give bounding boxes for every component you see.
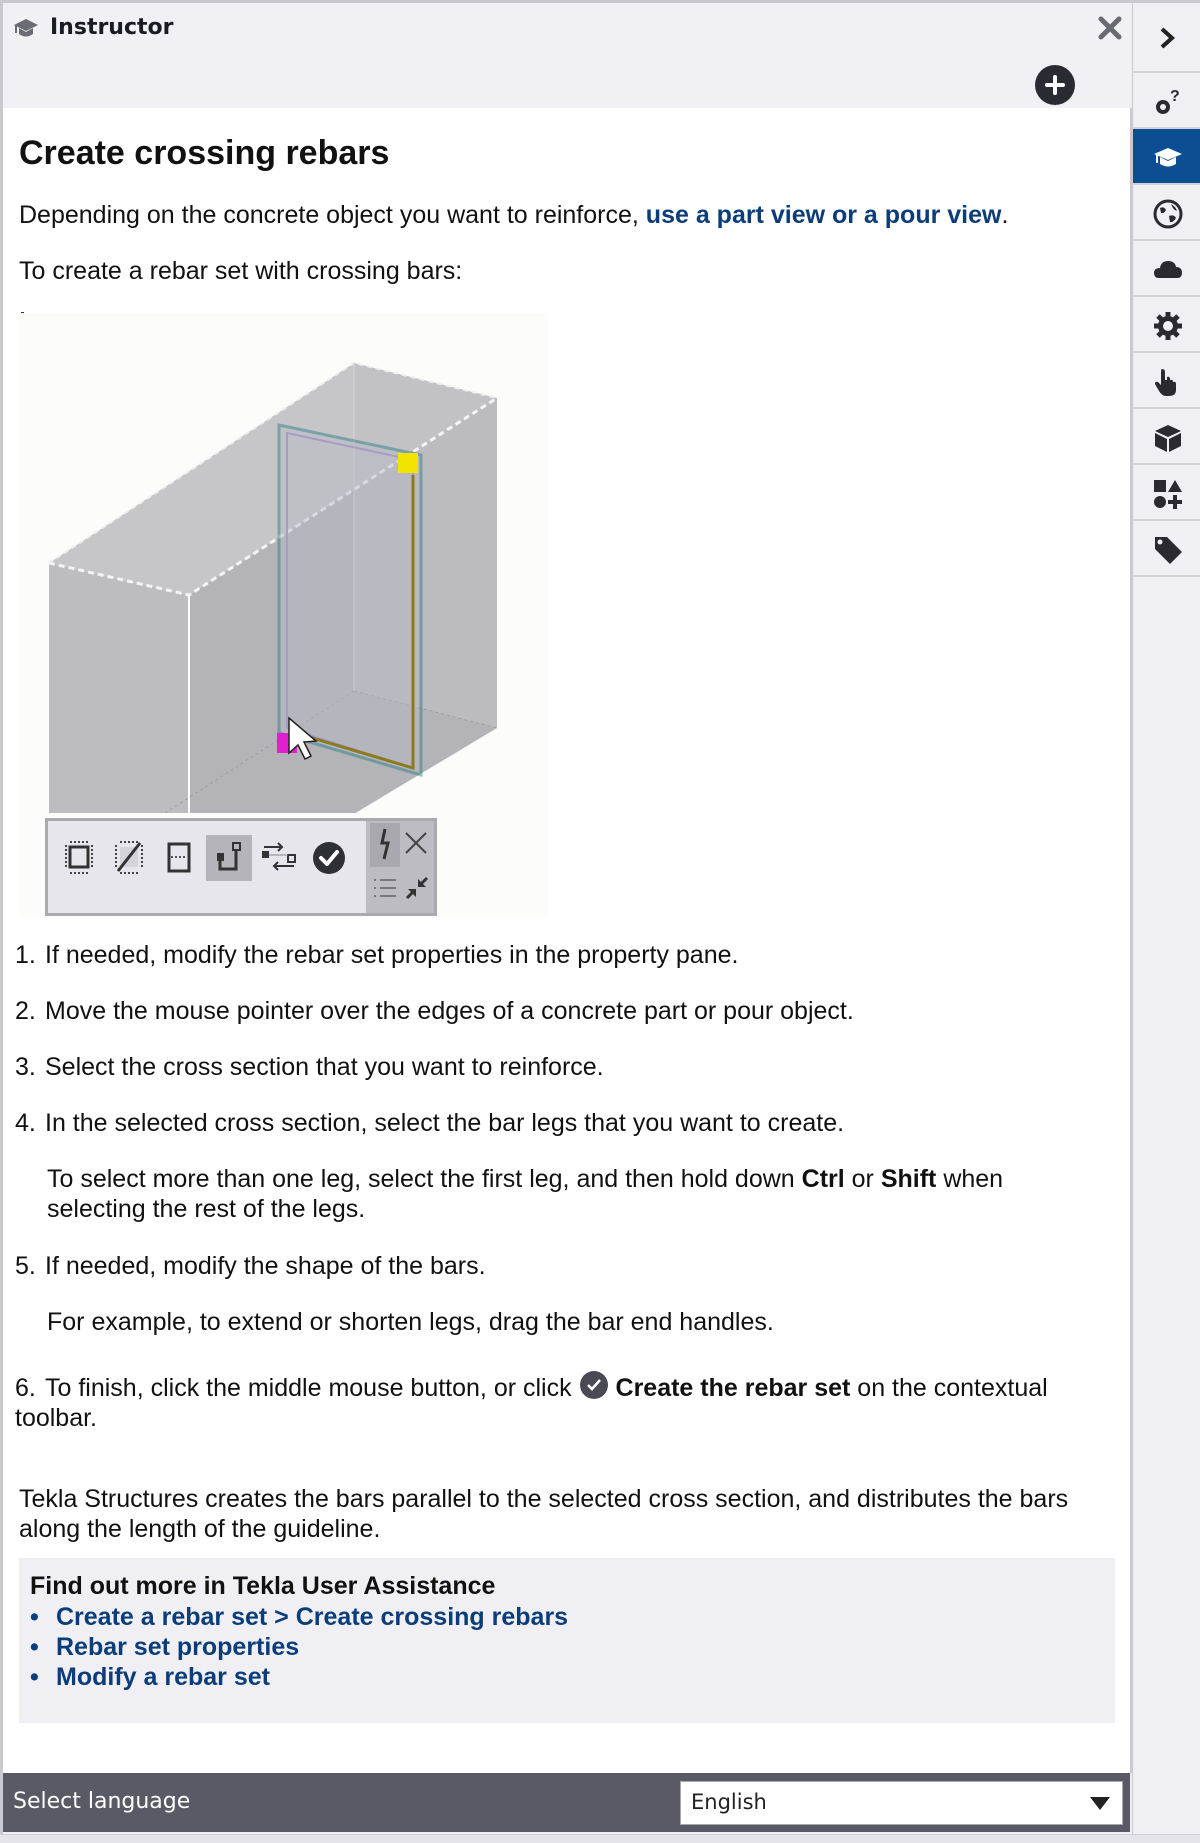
intro-paragraph [19,200,1119,230]
sidebar-item-instructor[interactable] [1133,129,1200,185]
article-content [3,108,1132,1773]
contextual-toolbar [45,818,437,916]
find-out-more-box [19,1558,1115,1723]
hand-pointer-icon [1152,366,1184,398]
globe-icon [1152,198,1184,230]
step-4-note: To select more than one leg, select the first leg, and then hold down Ctrl or Shift when selecting the rest of the legs. [47,1165,1004,1223]
sidebar-item-tags[interactable] [1133,521,1200,577]
graduation-cap-icon [1152,142,1184,174]
toolbar-side-controls [366,821,434,913]
step-1: 1. If needed, modify the rebar set properties in the property pane. [15,941,739,969]
help-gear-icon [1152,86,1184,118]
sidebar-item-shapes[interactable] [1133,465,1200,521]
close-icon[interactable] [1096,14,1124,42]
rebar-illustration [19,313,548,918]
check-circle-icon [579,1370,609,1400]
graduation-cap-icon [13,17,39,39]
find-out-more-title: Find out more in Tekla User Assistance [30,1572,496,1600]
pin-icon[interactable] [370,823,400,867]
step-4: 4. In the selected cross section, select the bar legs that you want to create. To select more than one leg, select the first leg, and then hold down Ctrl or Shift when selecting the rest of the legs. [15,1108,1115,1138]
link-rebar-set-properties[interactable]: Rebar set properties [56,1633,300,1661]
section-frame-icon[interactable] [156,835,202,881]
sidebar-item-help[interactable] [1133,73,1200,129]
language-footer [3,1773,1130,1832]
panel-title: Instructor [50,15,174,40]
step-text: Select the cross section that you want to reinforce. [45,1053,604,1081]
step-text: In the selected cross section, select the bar legs that you want to create. [45,1109,845,1137]
plus-circle-icon[interactable] [1035,65,1075,105]
svg-text:?: ? [1170,88,1180,105]
select-language-label: Select language [13,1789,191,1814]
step-text: If needed, modify the shape of the bars. [45,1252,486,1280]
create-rebar-set-check-icon[interactable] [306,835,352,881]
deselect-section-icon[interactable] [106,835,152,881]
sidebar-item-cloud[interactable] [1133,241,1200,297]
swap-direction-icon[interactable] [256,835,302,881]
gear-icon [1152,310,1184,342]
tag-icon [1152,534,1184,566]
related-link-item: • Modify a rebar set [30,1663,270,1691]
step-2: 2. Move the mouse pointer over the edges of a concrete part or pour object. [15,997,854,1025]
create-rebar-set-label: Create the rebar set [615,1374,851,1402]
cube-icon [1152,422,1184,454]
shift-key: Shift [880,1165,937,1193]
step-3: 3. Select the cross section that you want to reinforce. [15,1053,604,1081]
ctrl-key: Ctrl [801,1165,845,1193]
collapse-sidebar-button[interactable] [1133,3,1200,73]
instructor-header [3,3,1130,108]
sidebar-item-interaction[interactable] [1133,353,1200,409]
right-sidebar [1132,3,1200,1834]
step-5-note: For example, to extend or shorten legs, drag the bar end handles. [47,1308,774,1336]
cloud-icon [1152,254,1184,286]
language-select[interactable] [680,1781,1123,1825]
lead-paragraph: To create a rebar set with crossing bars: [19,257,463,285]
related-link-item: • Create a rebar set > Create crossing rebars [30,1603,569,1631]
chevron-right-icon [1152,23,1182,53]
collapse-icon[interactable] [404,875,430,901]
article-title: Create crossing rebars [19,134,390,172]
step-5: 5. If needed, modify the shape of the bars. For example, to extend or shorten legs, drag the bar end handles. [15,1251,1115,1281]
sidebar-item-globe[interactable] [1133,185,1200,241]
beam-3d-illustration [19,313,548,813]
link-modify-rebar-set[interactable]: Modify a rebar set [56,1663,270,1691]
bar-legs-icon[interactable] [206,835,252,881]
sidebar-item-model[interactable] [1133,409,1200,465]
summary-paragraph: Tekla Structures creates the bars parallel to the selected cross section, and distributes the bars along the length of the guideline. [19,1485,1069,1543]
shapes-icon [1152,478,1184,510]
related-link-item: • Rebar set properties [30,1633,300,1661]
list-icon[interactable] [372,875,398,901]
sidebar-item-settings[interactable] [1133,297,1200,353]
part-or-pour-view-link[interactable]: use a part view or a pour view [645,201,1002,229]
language-value: English [691,1790,767,1814]
step-text: Move the mouse pointer over the edges of a concrete part or pour object. [45,997,854,1025]
step-text: If needed, modify the rebar set properties in the property pane. [45,941,739,969]
dropdown-arrow-icon [1090,1797,1110,1810]
step-6: 6. To finish, click the middle mouse button, or click Create the rebar set on the contextual toolbar. [15,1370,1115,1433]
related-links [30,1602,568,1692]
link-create-crossing-rebars[interactable]: Create a rebar set > Create crossing rebars [56,1603,569,1631]
intro-suffix: . [1001,201,1009,229]
intro-text: Depending on the concrete object you want to reinforce, [19,201,646,229]
select-section-icon[interactable] [56,835,102,881]
close-icon[interactable] [402,829,430,857]
